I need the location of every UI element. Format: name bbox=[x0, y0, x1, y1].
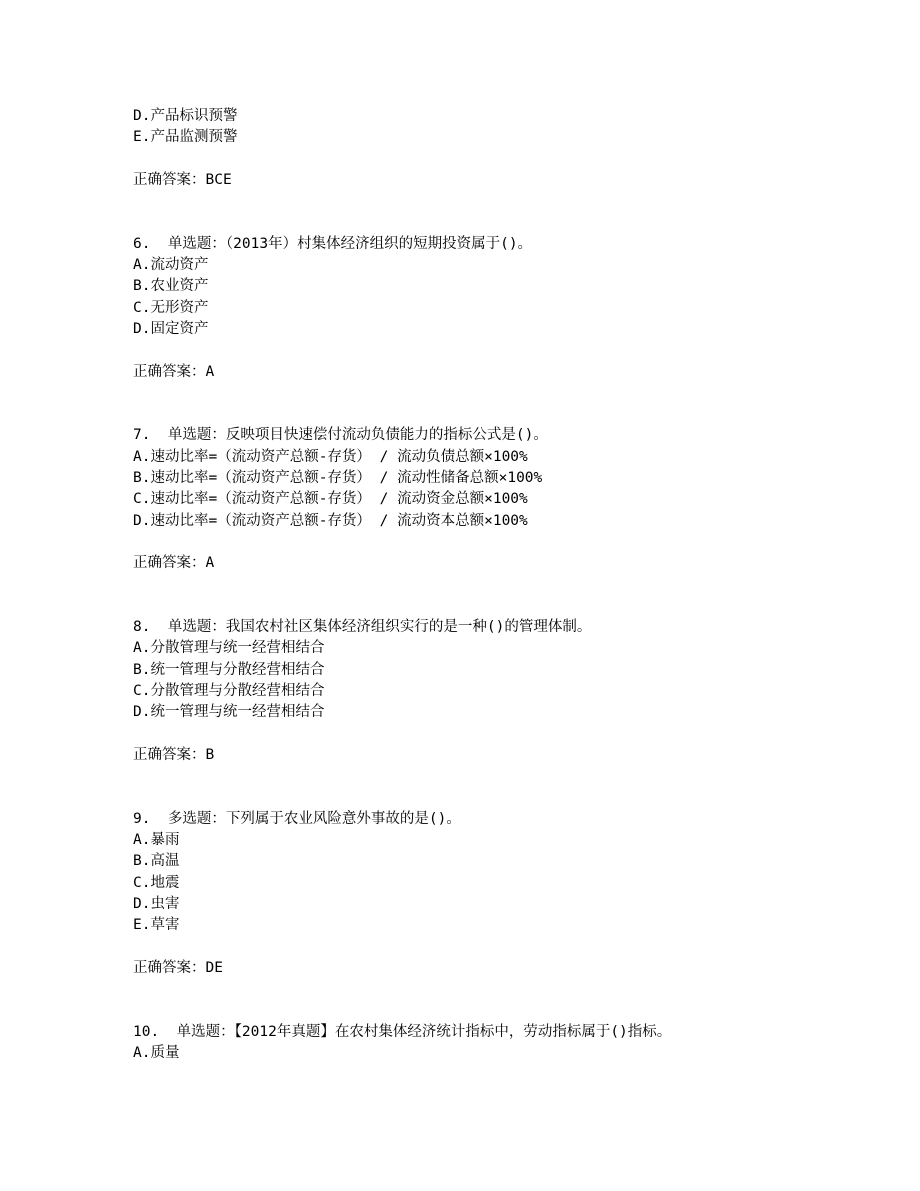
option-c: C.无形资产 bbox=[133, 299, 209, 316]
option-c: C.速动比率=（流动资产总额-存货） / 流动资金总额×100% bbox=[133, 491, 528, 508]
question-block-9 bbox=[133, 809, 893, 979]
question-block-5 bbox=[133, 106, 893, 191]
correct-answer: 正确答案：DE bbox=[133, 959, 223, 976]
option-d: D.产品标识预警 bbox=[133, 108, 238, 124]
question-block-6 bbox=[133, 234, 893, 383]
option-d: D.固定资产 bbox=[133, 320, 209, 337]
option-a: A.分散管理与统一经营相结合 bbox=[133, 640, 325, 657]
option-a: A.速动比率=（流动资产总额-存货） / 流动负债总额×100% bbox=[133, 448, 528, 465]
option-d: D.虫害 bbox=[133, 895, 180, 912]
option-c: C.分散管理与分散经营相结合 bbox=[133, 683, 325, 700]
correct-answer: 正确答案：BCE bbox=[133, 171, 232, 188]
correct-answer: 正确答案：A bbox=[133, 363, 215, 380]
question-block-8 bbox=[133, 617, 893, 766]
correct-answer: 正确答案：A bbox=[133, 555, 215, 572]
question-title: 9. 多选题：下列属于农业风险意外事故的是()。 bbox=[133, 810, 461, 827]
option-b: B.农业资产 bbox=[133, 278, 209, 295]
option-d: D.速动比率=（流动资产总额-存货） / 流动资本总额×100% bbox=[133, 512, 528, 529]
question-title: 7. 单选题：反映项目快速偿付流动负债能力的指标公式是()。 bbox=[133, 427, 548, 444]
question-title: 6. 单选题：（2013年）村集体经济组织的短期投资属于()。 bbox=[133, 235, 533, 252]
option-e: E.产品监测预警 bbox=[133, 129, 238, 146]
option-c: C.地震 bbox=[133, 874, 180, 891]
document-page bbox=[133, 106, 893, 1064]
correct-answer: 正确答案：B bbox=[133, 746, 215, 763]
option-b: B.统一管理与分散经营相结合 bbox=[133, 661, 325, 678]
option-a: A.暴雨 bbox=[133, 832, 180, 849]
question-block-10 bbox=[133, 1022, 893, 1065]
option-e: E.草害 bbox=[133, 917, 180, 934]
option-d: D.统一管理与统一经营相结合 bbox=[133, 704, 325, 721]
option-b: B.高温 bbox=[133, 853, 180, 870]
question-title: 8. 单选题：我国农村社区集体经济组织实行的是一种()的管理体制。 bbox=[133, 619, 592, 636]
option-a: A.流动资产 bbox=[133, 257, 209, 274]
question-title: 10. 单选题：【2012年真题】在农村集体经济统计指标中，劳动指标属于()指标。 bbox=[133, 1023, 672, 1040]
option-b: B.速动比率=（流动资产总额-存货） / 流动性储备总额×100% bbox=[133, 470, 543, 487]
option-a: A.质量 bbox=[133, 1045, 180, 1062]
question-block-7 bbox=[133, 425, 893, 574]
